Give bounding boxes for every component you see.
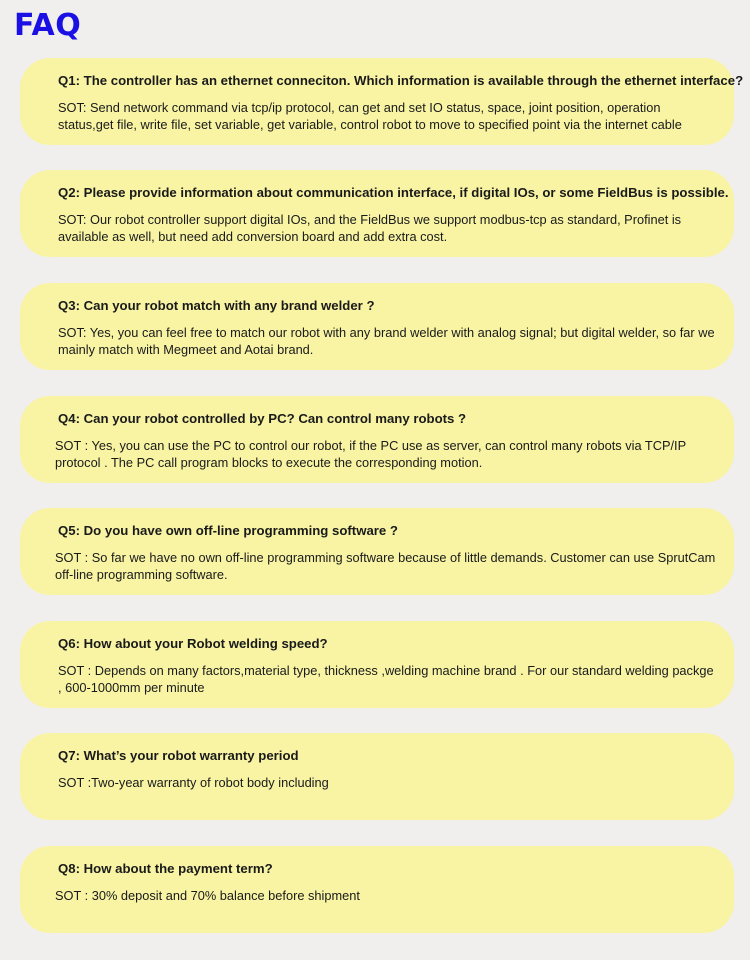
- faq-item-7: [20, 733, 734, 820]
- faq-answer: SOT : 30% deposit and 70% balance before shipment: [55, 888, 360, 903]
- faq-item-1: [20, 58, 744, 145]
- faq-answer: SOT : So far we have no own off-line programming software because of little demands. Customer can use SprutCam off-line programming software.: [55, 550, 716, 582]
- faq-answer: SOT :Two-year warranty of robot body including: [58, 775, 329, 790]
- faq-item-8: [20, 846, 734, 933]
- faq-item-6: [20, 621, 734, 708]
- faq-answer: SOT: Send network command via tcp/ip protocol, can get and set IO status, space, joint position, operation status,get file, write file, set variable, get variable, control robot to move to specified point via the internet cable: [58, 100, 682, 132]
- faq-answer: SOT: Our robot controller support digital IOs, and the FieldBus we support modbus-tcp as standard, Profinet is available as well, but need add conversion board and add extra cost.: [58, 212, 682, 244]
- faq-question: Q6: How about your Robot welding speed?: [58, 636, 328, 651]
- faq-question: Q4: Can your robot controlled by PC? Can control many robots ?: [58, 411, 467, 426]
- faq-answer: SOT: Yes, you can feel free to match our robot with any brand welder with analog signal; but digital welder, so far we mainly match with Megmeet and Aotai brand.: [58, 325, 715, 357]
- faq-item-2: [20, 170, 734, 257]
- faq-question: Q1: The controller has an ethernet conneciton. Which information is available through the ethernet interface?: [58, 73, 744, 88]
- faq-item-5: [20, 508, 734, 595]
- faq-item-3: [20, 283, 734, 370]
- faq-question: Q3: Can your robot match with any brand welder ?: [58, 298, 375, 313]
- faq-question: Q8: How about the payment term?: [58, 861, 273, 876]
- faq-item-4: [20, 396, 734, 483]
- faq-question: Q7: What’s your robot warranty period: [58, 748, 299, 763]
- faq-answer: SOT : Yes, you can use the PC to control our robot, if the PC use as server, can control many robots via TCP/IP protocol . The PC call program blocks to execute the corresponding motion.: [55, 438, 686, 470]
- faq-answer: SOT : Depends on many factors,material type, thickness ,welding machine brand . For our standard welding packge , 600-1000mm per minute: [58, 663, 714, 695]
- faq-question: Q2: Please provide information about communication interface, if digital IOs, or some FieldBus is possible.: [58, 185, 729, 200]
- page-title: FAQ: [14, 8, 82, 43]
- faq-question: Q5: Do you have own off-line programming software ?: [58, 523, 398, 538]
